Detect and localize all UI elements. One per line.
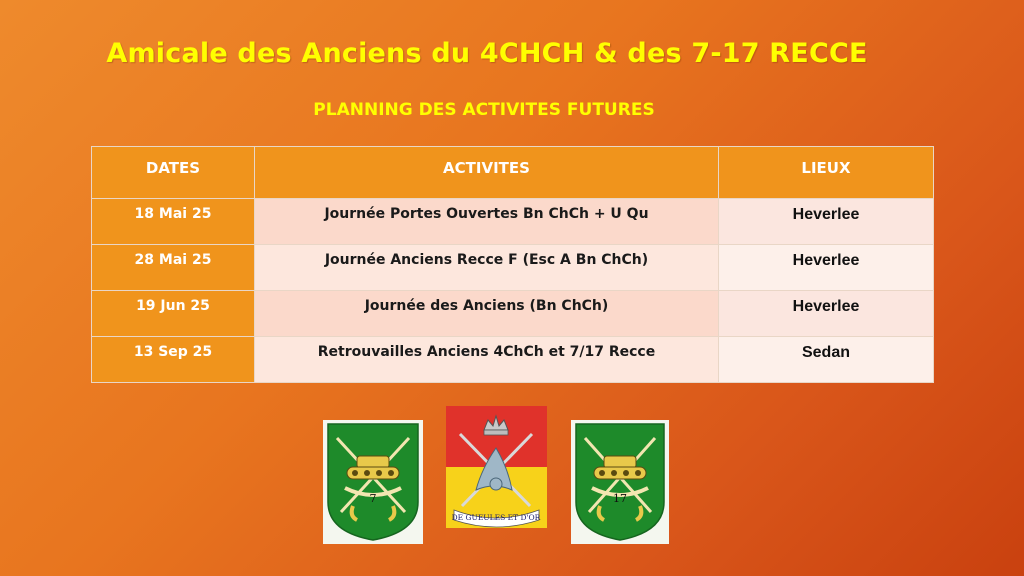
table-row	[92, 245, 934, 291]
header-activites: ACTIVITES	[255, 147, 719, 199]
row-lieu: Heverlee	[719, 291, 934, 337]
row-date: 19 Jun 25	[92, 291, 255, 337]
row-activite: Journée Anciens Recce F (Esc A Bn ChCh)	[255, 245, 719, 291]
table-row	[92, 337, 934, 383]
table-row	[92, 291, 934, 337]
shield-number: 7	[369, 492, 377, 505]
row-activite: Retrouvailles Anciens 4ChCh et 7/17 Recce	[255, 337, 719, 383]
crown-horn-sabres-emblem-icon	[446, 406, 547, 528]
table-row	[92, 199, 934, 245]
page-subtitle: PLANNING DES ACTIVITES FUTURES	[313, 100, 655, 120]
row-activite: Journée des Anciens (Bn ChCh)	[255, 291, 719, 337]
shield-number: 17	[613, 492, 627, 505]
tank-crossed-sabres-shield-icon	[571, 420, 669, 544]
emblem-right	[571, 420, 669, 544]
emblem-motto: DE GUEULES ET D'OR	[451, 513, 541, 522]
emblem-center	[446, 406, 547, 528]
tank-crossed-sabres-shield-icon	[323, 420, 423, 544]
row-lieu: Heverlee	[719, 199, 934, 245]
header-dates: DATES	[92, 147, 255, 199]
planning-table	[91, 146, 934, 383]
row-activite: Journée Portes Ouvertes Bn ChCh + U Qu	[255, 199, 719, 245]
row-lieu: Heverlee	[719, 245, 934, 291]
table-header-row	[92, 147, 934, 199]
row-date: 13 Sep 25	[92, 337, 255, 383]
page-title: Amicale des Anciens du 4CHCH & des 7-17 RECCE	[106, 38, 868, 69]
emblem-left	[323, 420, 423, 544]
row-date: 18 Mai 25	[92, 199, 255, 245]
header-lieux: LIEUX	[719, 147, 934, 199]
row-lieu: Sedan	[719, 337, 934, 383]
row-date: 28 Mai 25	[92, 245, 255, 291]
